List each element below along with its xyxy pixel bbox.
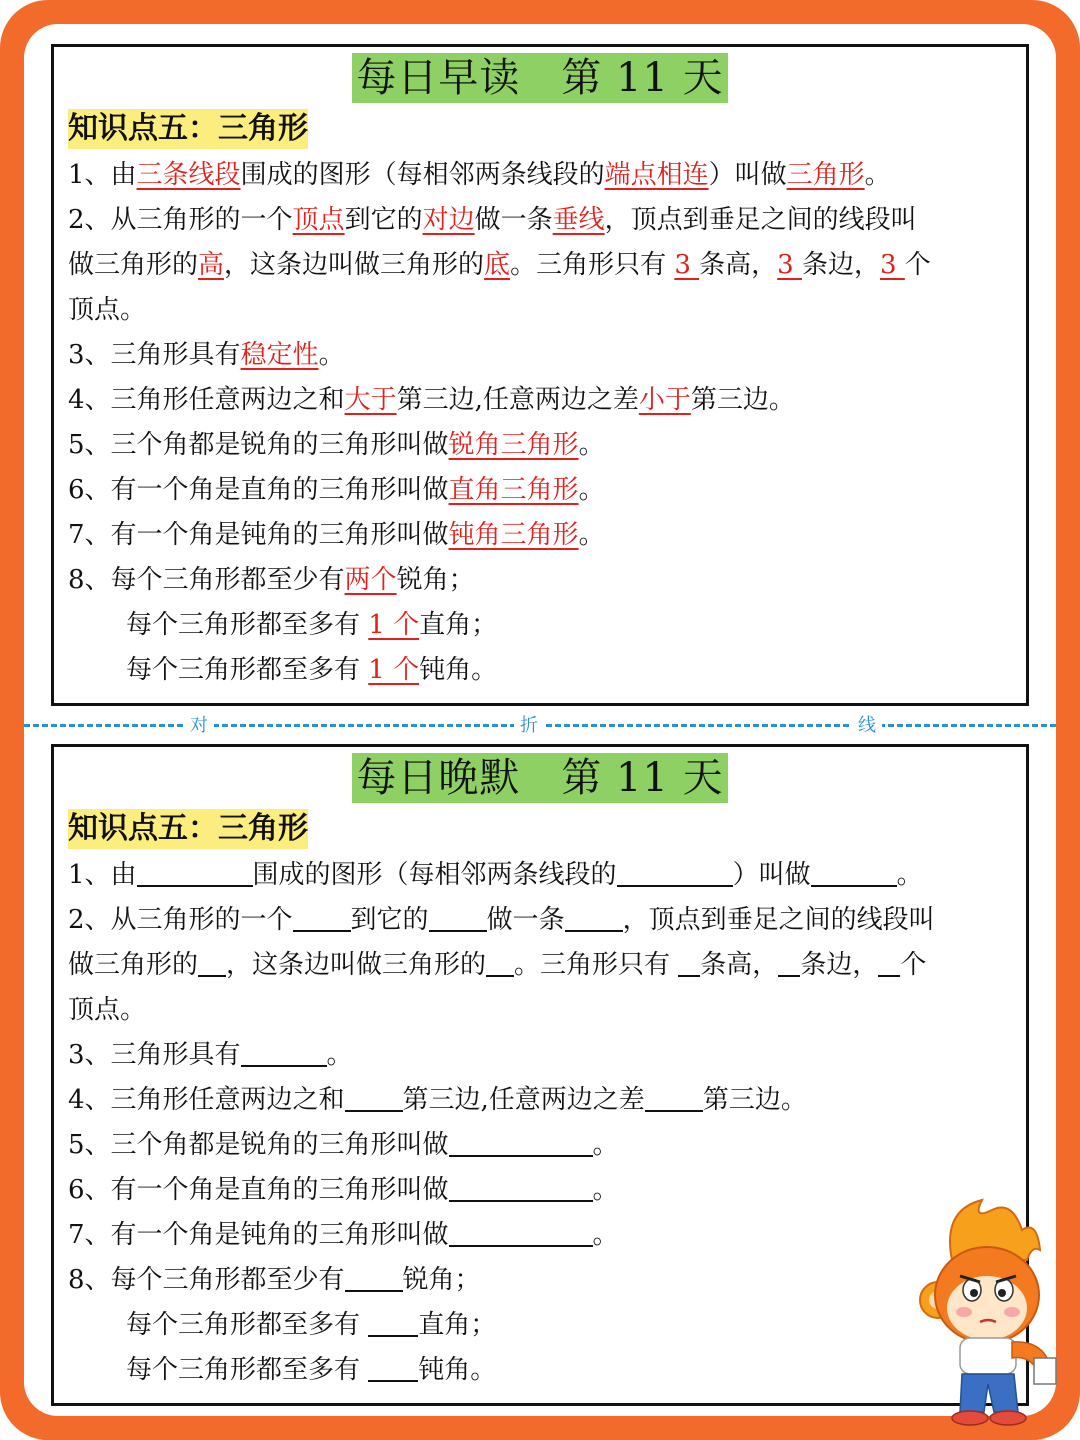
evening-item-5: 5、三个角都是锐角的三角形叫做 。 bbox=[68, 1123, 1012, 1168]
blank[interactable] bbox=[878, 945, 900, 977]
morning-item-3: 3、三角形具有稳定性。 bbox=[68, 340, 345, 370]
blank[interactable] bbox=[368, 1305, 418, 1337]
blank[interactable] bbox=[486, 945, 514, 977]
answer: 小于 bbox=[638, 385, 691, 415]
answer: 1 个 bbox=[368, 655, 420, 685]
evening-item-8c: 每个三角形都至多有 钝角。 bbox=[68, 1348, 1012, 1393]
answer: 3 bbox=[879, 250, 905, 280]
morning-item-1: 1、由三条线段围成的图形（每相邻两条线段的端点相连）叫做三角形。 bbox=[68, 160, 891, 190]
morning-item-8: 8、每个三角形都至少有两个锐角； bbox=[68, 565, 475, 595]
fold-line bbox=[24, 715, 1056, 736]
morning-reading-card bbox=[51, 44, 1029, 706]
answer: 钝角三角形 bbox=[448, 520, 579, 550]
answer: 直角三角形 bbox=[448, 475, 579, 505]
answer: 3 bbox=[674, 250, 700, 280]
blank[interactable] bbox=[449, 1215, 593, 1247]
evening-item-2: 2、从三角形的一个 到它的 做一条 ，顶点到垂足之间的线段叫 bbox=[68, 898, 1012, 943]
evening-item-8: 8、每个三角形都至少有 锐角； bbox=[68, 1258, 1012, 1303]
blank[interactable] bbox=[368, 1350, 418, 1382]
evening-item-6: 6、有一个角是直角的三角形叫做 。 bbox=[68, 1168, 1012, 1213]
blank[interactable] bbox=[345, 1080, 403, 1112]
morning-items bbox=[68, 153, 1026, 693]
evening-items bbox=[68, 853, 1026, 1393]
answer: 对边 bbox=[422, 205, 475, 235]
answer: 3 bbox=[777, 250, 802, 280]
evening-item-1: 1、由 围成的图形（每相邻两条线段的 ）叫做 。 bbox=[68, 853, 1012, 898]
answer: 三条线段 bbox=[136, 160, 241, 190]
answer: 稳定性 bbox=[240, 340, 319, 370]
blank[interactable] bbox=[198, 945, 226, 977]
evening-heading: 知识点五：三角形 bbox=[68, 809, 308, 849]
blank[interactable] bbox=[678, 945, 700, 977]
fold-label: 折 bbox=[514, 711, 544, 737]
answer: 底 bbox=[484, 250, 511, 280]
fold-label: 对 bbox=[184, 711, 214, 737]
fold-label: 线 bbox=[852, 711, 882, 737]
morning-item-5: 5、三个角都是锐角的三角形叫做锐角三角形。 bbox=[68, 430, 605, 460]
morning-item-8c: 每个三角形都至多有 1 个钝角。 bbox=[126, 655, 498, 685]
morning-item-8b: 每个三角形都至多有 1 个直角； bbox=[126, 610, 498, 640]
blank[interactable] bbox=[811, 855, 897, 887]
blank[interactable] bbox=[293, 900, 351, 932]
morning-item-7: 7、有一个角是钝角的三角形叫做钝角三角形。 bbox=[68, 520, 605, 550]
answer: 垂线 bbox=[552, 205, 605, 235]
evening-title: 每日晚默 第 11 天 bbox=[352, 753, 727, 803]
blank[interactable] bbox=[645, 1080, 703, 1112]
answer: 顶点 bbox=[292, 205, 345, 235]
blank[interactable] bbox=[137, 855, 253, 887]
morning-title: 每日早读 第 11 天 bbox=[352, 53, 727, 103]
blank[interactable] bbox=[617, 855, 733, 887]
blank[interactable] bbox=[429, 900, 487, 932]
answer: 端点相连 bbox=[604, 160, 709, 190]
answer: 锐角三角形 bbox=[448, 430, 579, 460]
evening-item-2-end: 顶点。 bbox=[68, 995, 147, 1025]
evening-item-7: 7、有一个角是钝角的三角形叫做 。 bbox=[68, 1213, 1012, 1258]
blank[interactable] bbox=[345, 1260, 403, 1292]
evening-item-8b: 每个三角形都至多有 直角； bbox=[68, 1303, 1012, 1348]
blank[interactable] bbox=[449, 1170, 593, 1202]
morning-item-4: 4、三角形任意两边之和大于第三边,任意两边之差小于第三边。 bbox=[68, 385, 795, 415]
answer: 高 bbox=[198, 250, 225, 280]
morning-item-2-cont: 做三角形的高，这条边叫做三角形的底。三角形只有 3 条高，3 条边，3 个 bbox=[68, 250, 931, 280]
answer: 三角形 bbox=[786, 160, 865, 190]
evening-item-2-cont: 做三角形的 ，这条边叫做三角形的 。三角形只有 条高， 条边， 个 bbox=[68, 943, 1012, 988]
blank[interactable] bbox=[565, 900, 623, 932]
answer: 大于 bbox=[344, 385, 397, 415]
answer: 两个 bbox=[344, 565, 397, 595]
blank[interactable] bbox=[449, 1125, 593, 1157]
blank[interactable] bbox=[778, 945, 800, 977]
evening-recall-card bbox=[51, 744, 1029, 1406]
evening-item-3: 3、三角形具有 。 bbox=[68, 1033, 1012, 1078]
blank[interactable] bbox=[241, 1035, 327, 1067]
morning-item-6: 6、有一个角是直角的三角形叫做直角三角形。 bbox=[68, 475, 605, 505]
answer: 1 个 bbox=[368, 610, 420, 640]
monkey-mascot-icon bbox=[912, 1190, 1062, 1430]
morning-item-2: 2、从三角形的一个顶点到它的对边做一条垂线，顶点到垂足之间的线段叫 bbox=[68, 205, 917, 235]
morning-heading: 知识点五：三角形 bbox=[68, 109, 308, 149]
morning-item-2-end: 顶点。 bbox=[68, 295, 147, 325]
evening-item-4: 4、三角形任意两边之和 第三边,任意两边之差 第三边。 bbox=[68, 1078, 1012, 1123]
